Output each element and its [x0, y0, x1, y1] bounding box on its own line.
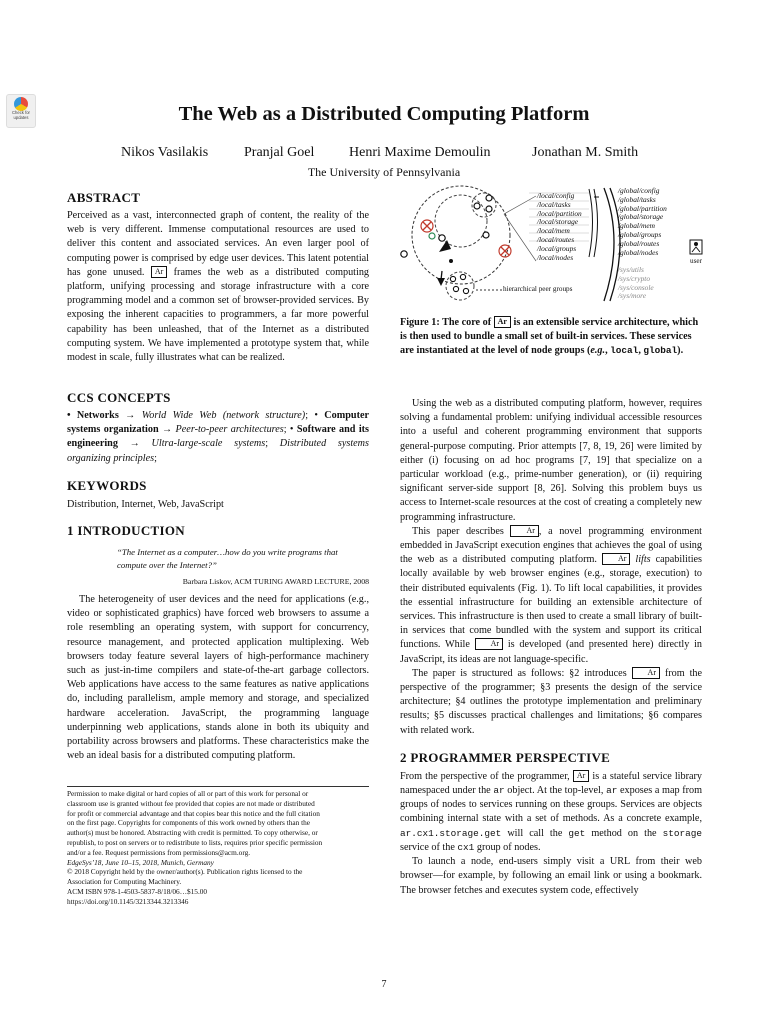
- paragraph: To launch a node, end-users simply visit a URL from their web browser—for example, by following an email link or using a bookmark. The browser fetches and executes system code, effectively: [400, 856, 702, 896]
- failed-node-x-icon: [423, 222, 431, 230]
- user-icon-head: [694, 242, 698, 246]
- node: [429, 233, 435, 239]
- footnote-rule: [67, 786, 369, 787]
- sys-services-list: /sys/utils /sys/crypto /sys/console /sys/more: [618, 265, 654, 301]
- author-name: Jonathan M. Smith: [532, 145, 639, 160]
- ar-logo: Ar: [632, 667, 660, 679]
- ar-logo: Ar: [573, 770, 589, 782]
- author-name: Nikos Vasilakis: [121, 145, 209, 160]
- ccs-section: [67, 390, 369, 466]
- arrow-head-icon: [437, 278, 445, 286]
- keywords-heading: KEYWORDS: [67, 478, 147, 493]
- right-column-body: [400, 397, 702, 898]
- node: [486, 206, 492, 212]
- introduction-section: [67, 523, 369, 763]
- local-services-list: /local/config /local/tasks /local/partition /local/storage /local/mem /local/routes /local/groups /local/nodes: [537, 191, 582, 262]
- author-name: Henri Maxime Demoulin: [349, 145, 491, 160]
- node: [460, 274, 465, 279]
- keywords-section: [67, 478, 369, 512]
- abstract-heading: ABSTRACT: [67, 190, 141, 205]
- ar-logo: Ar: [494, 316, 511, 328]
- node: [453, 286, 458, 291]
- intro-heading: 1 INTRODUCTION: [67, 523, 185, 538]
- author-name: Pranjal Goel: [244, 145, 315, 160]
- bracket-left: [589, 189, 593, 257]
- intro-paragraph: The heterogeneity of user devices and the need for applications (e.g., video or sophisticated graphics) have forced web browsers to assume a role resembling an operating system, with support for concurrency, resource management, and protected application multiplexing. Web browsers today feature several layers of high-performance machinery such as just-in-time compilers and state-of-the-art garbage collectors. Web applications have access to the same features as native applications do, including parallelism, ample memory and storage, and specialized hardware acceleration. JavaScript, the programming language underpinning web applications, stands alone in both its ubiquity and portability across browsers and platforms. These characteristics make the web an ideal basis for a distributed computing platform.: [67, 594, 369, 762]
- ar-logo: Ar: [602, 553, 630, 565]
- epigraph-attribution: Barbara Liskov, ACM TURING AWARD LECTURE, 2008: [182, 577, 369, 586]
- badge-label: Check for updates: [12, 110, 30, 120]
- ar-logo: Ar: [151, 266, 167, 278]
- figure-1-caption: Figure 1: The core of Ar is an extensible service architecture, which is then used to bundle a small set of built-in services. These services are instantiated at the level of node groups (e.g., local, global).: [400, 317, 699, 357]
- paper-title: The Web as a Distributed Computing Platform: [178, 103, 590, 125]
- ar-logo: Ar: [475, 638, 503, 650]
- keywords-text: Distribution, Internet, Web, JavaScript: [67, 499, 224, 510]
- paragraph: Using the web as a distributed computing platform, however, requires solving a fundamental problem: unifying individual accessible resources into a useful and coherent programming environment that supports general-purpose computing. Prior attempts [7, 8, 19, 26] were limited by either (i) focusing on ad hoc programs [7, 19] that specialize on a particular workload (e.g., prime-number generation), or (ii) requiring significant server-side support [8, 26]. Solving this problem buys us access to Internet-scale resources at the cost of creating a completely new programming infrastructure.: [400, 398, 702, 523]
- affiliation: The University of Pennsylvania: [307, 165, 461, 179]
- section-2-heading: 2 PROGRAMMER PERSPECTIVE: [400, 749, 611, 765]
- global-services-list: /global/config /global/tasks /global/partition /global/storage /global/mem /global/groups /global/routes /global/nodes: [618, 186, 667, 257]
- node: [439, 235, 445, 241]
- ar-logo: Ar: [510, 525, 538, 537]
- node: [474, 203, 480, 209]
- page-number: 7: [381, 979, 387, 990]
- node: [450, 276, 455, 281]
- node: [463, 288, 468, 293]
- connector-line: [504, 196, 536, 261]
- paragraph: The paper is structured as follows: §2 introduces Ar from the perspective of the programmer; §3 presents the design of the service architecture; §4 outlines the prototype implementation and preliminary results; §5 discusses practical challenges and limitations; §6 compares with related work.: [400, 667, 703, 736]
- ccs-heading: CCS CONCEPTS: [67, 390, 171, 405]
- copyright-footnote: Permission to make digital or hard copies of all or part of this work for personal or classroom use is granted without fee provided that copies are not made or distributed for profit or commercial advantage and that copies bear this notice and the full citation on the first page. Copyrights for components of this work owned by others than the author(s) must be honored. Abstracting with credit is permitted. To copy otherwise, or republish, to post on servers or to redistribute to lists, requires prior specific permission and/or a fee. Request permissions from permissions@acm.org. EdgeSys’18, June 10–15, 2018, Munich, Germany © 2018 Copyright held by the owner/author(s). Publication rights licensed to the Association for Computing Machinery. ACM ISBN 978-1-4503-5837-8/18/06…$15.00 https://doi.org/10.1145/3213344.3213346: [67, 789, 323, 906]
- abstract-section: [67, 190, 369, 365]
- node: [401, 251, 407, 257]
- bracket-right: [604, 188, 614, 301]
- user-label: user: [690, 257, 702, 265]
- node: [449, 259, 453, 263]
- node: [483, 232, 489, 238]
- epigraph: “The Internet as a computer…how do you write programs that compute over the Internet?”: [117, 547, 338, 570]
- abstract-text: Perceived as a vast, interconnected graph of content, the reality of the web is very different. Immense computational resources are used to deliver this content and associated services. An even larger pool of computing power is comprised by edge user devices. This latent potential has gone unused. Ar frames the web as a distributed computing platform, unifying processing and storage infrastructure with a core programming model and a common set of browser-provided services. By exposing the inherent capacities to programmers, a far more powerful capability has been unleashed, that of the Internet as a distributed computing system. We have implemented a prototype system that, while modest in scale, fully illustrates what can be realized.: [67, 210, 370, 364]
- bracket-left: [594, 189, 598, 257]
- paragraph: From the perspective of the programmer, Ar is a stateful service library namespaced under the ar object. At the top-level, ar exposes a map from groups of nodes to services running on these groups. Services are objects combining internal state with a set of methods. As a concrete example, ar.cx1.storage.get will call the get method on the storage service of the cx1 group of nodes.: [400, 770, 703, 853]
- node: [486, 195, 492, 201]
- ccs-text: • Networks → World Wide Web (network structure); • Computer systems organization → Peer-to-peer architectures; • Software and its engineering → Ultra-large-scale systems; Distributed systems organizing principles;: [67, 410, 370, 464]
- peer-groups-label: hierarchical peer groups: [503, 285, 573, 293]
- paragraph: This paper describes Ar , a novel programming environment embedded in JavaScript execution engines that achieves the goal of using the web as a distributed computing platform. Ar lifts capabilities locally available by web browser engines (e.g., storage, execution) to their distributed equivalents (Fig. 1). To lift local capabilities, it provides the essential infrastructure for building an extensible architecture of services. This infrastructure is then used to create a small library of built-in services that come bundled with the system and support its critical functions. While Ar is developed (and presented here) directly in JavaScript, its ideas are not language-specific.: [400, 525, 703, 665]
